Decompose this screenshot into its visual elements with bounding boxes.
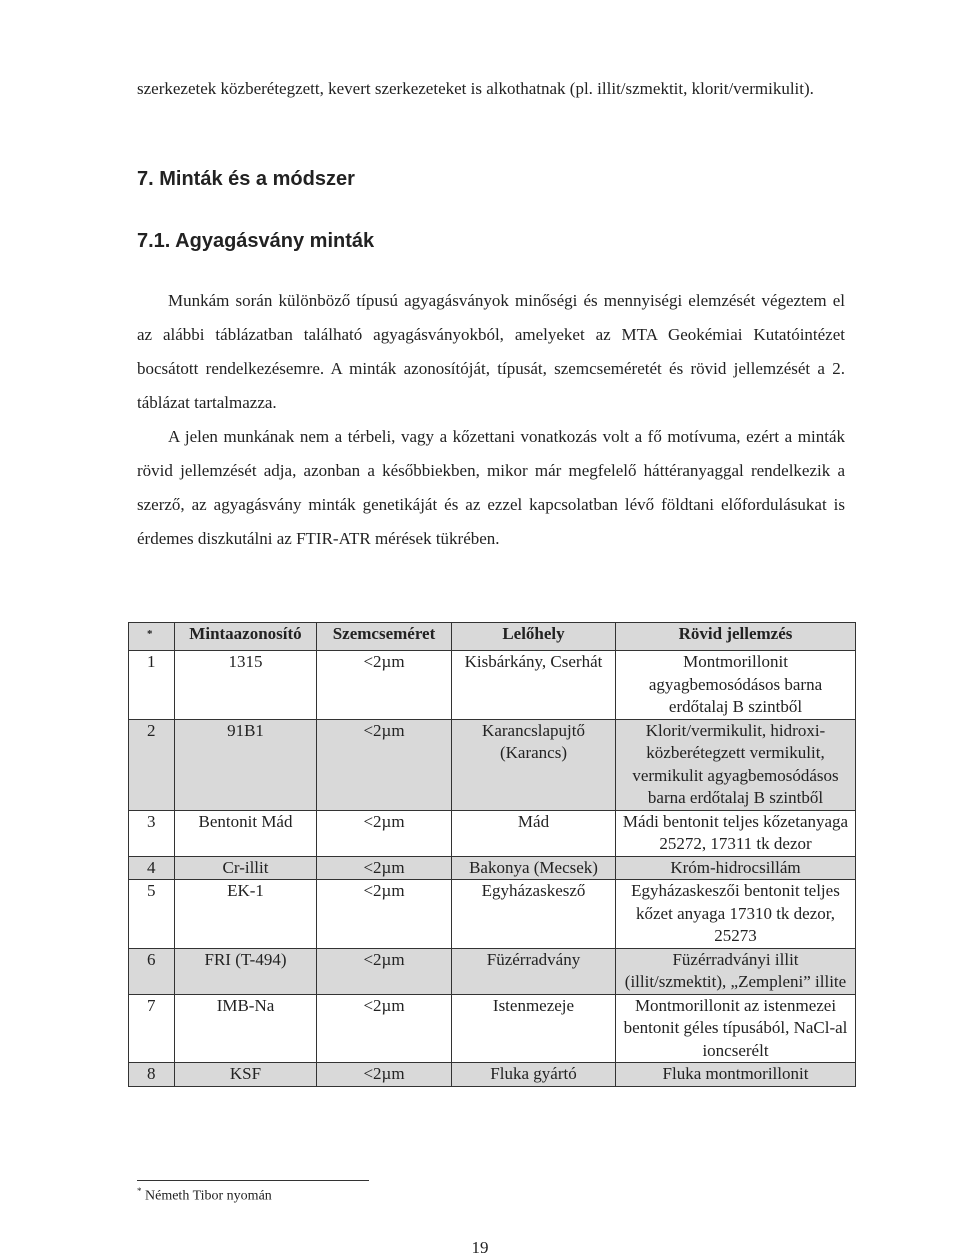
sample-id: IMB-Na <box>175 994 317 1063</box>
description: Króm-hidrocsillám <box>616 856 856 880</box>
description: Füzérradványi illit (illit/szmektit), „Zempleni” illite <box>616 948 856 994</box>
grain-size: <2µm <box>317 810 452 856</box>
footnote-mark: * <box>137 1186 142 1196</box>
location: Egyházaskesző <box>452 880 616 949</box>
sample-id: KSF <box>175 1063 317 1087</box>
location: Karancslapujtő (Karancs) <box>452 719 616 810</box>
grain-size: <2µm <box>317 948 452 994</box>
description: Mádi bentonit teljes kőzetanyaga 25272, 17311 tk dezor <box>616 810 856 856</box>
footnote-divider <box>137 1180 369 1181</box>
description: Montmorillonit az istenmezei bentonit géles típusából, NaCl-al ioncserélt <box>616 994 856 1063</box>
grain-size: <2µm <box>317 651 452 720</box>
table-row <box>129 651 856 720</box>
table-row <box>129 948 856 994</box>
location: Kisbárkány, Cserhát <box>452 651 616 720</box>
grain-size: <2µm <box>317 1063 452 1087</box>
page-number: 19 <box>471 1238 489 1257</box>
table-row <box>129 1063 856 1087</box>
sample-id: Bentonit Mád <box>175 810 317 856</box>
footnote <box>137 1186 272 1205</box>
location: Fluka gyártó <box>452 1063 616 1087</box>
paragraph-samples: Munkám során különböző típusú agyagásványok minőségi és mennyiségi elemzését végeztem el az alábbi táblázatban található agyagásványokból, amelyeket az MTA Geokémiai Kutatóintézet bocsátott rendelkezésemre. A minták azonosítóját, típusát, szemcseméretét és rövid jellemzését a 2. táblázat tartalmazza. <box>137 291 845 412</box>
description: Fluka montmorillonit <box>616 1063 856 1087</box>
grain-size: <2µm <box>317 994 452 1063</box>
header-star: * <box>129 623 175 651</box>
row-number: 4 <box>129 856 175 880</box>
row-number: 2 <box>129 719 175 810</box>
table-row <box>129 810 856 856</box>
location: Bakonya (Mecsek) <box>452 856 616 880</box>
table-row <box>129 994 856 1063</box>
sample-id: Cr-illit <box>175 856 317 880</box>
header-description: Rövid jellemzés <box>616 623 856 651</box>
sample-id: 1315 <box>175 651 317 720</box>
paragraph-context: A jelen munkának nem a térbeli, vagy a kőzettani vonatkozás volt a fő motívuma, ezért a minták rövid jellemzését adja, azonban a későbbiekben, mikor már megfelelő háttéranyaggal rendelkezik a szerző, az agyagásvány minták genetikáját és az ezzel kapcsolatban lévő földtani előfordulásukat is érdemes diszkutálni az FTIR-ATR mérések tükrében. <box>137 427 845 548</box>
samples-table <box>128 622 856 1087</box>
grain-size: <2µm <box>317 880 452 949</box>
row-number: 3 <box>129 810 175 856</box>
row-number: 1 <box>129 651 175 720</box>
sample-id: EK-1 <box>175 880 317 949</box>
section-heading: 7. Minták és a módszer <box>137 168 355 190</box>
intro-paragraph: szerkezetek közberétegzett, kevert szerkezeteket is alkothatnak (pl. illit/szmektit, klorit/vermikulit). <box>137 79 814 98</box>
location: Füzérradvány <box>452 948 616 994</box>
grain-size: <2µm <box>317 719 452 810</box>
subsection-heading: 7.1. Agyagásvány minták <box>137 230 375 252</box>
description: Montmorillonit agyagbemosódásos barna erdőtalaj B szintből <box>616 651 856 720</box>
header-grain-size: Szemcseméret <box>317 623 452 651</box>
row-number: 8 <box>129 1063 175 1087</box>
sample-id: 91B1 <box>175 719 317 810</box>
footnote-text: Németh Tibor nyomán <box>145 1188 272 1204</box>
row-number: 6 <box>129 948 175 994</box>
row-number: 7 <box>129 994 175 1063</box>
sample-id: FRI (T-494) <box>175 948 317 994</box>
table-header-row <box>129 623 856 651</box>
table-row <box>129 719 856 810</box>
header-sample-id: Mintaazonosító <box>175 623 317 651</box>
location: Istenmezeje <box>452 994 616 1063</box>
table-row <box>129 880 856 949</box>
description: Egyházaskeszői bentonit teljes kőzet anyaga 17310 tk dezor, 25273 <box>616 880 856 949</box>
header-location: Lelőhely <box>452 623 616 651</box>
table-row <box>129 856 856 880</box>
location: Mád <box>452 810 616 856</box>
row-number: 5 <box>129 880 175 949</box>
description: Klorit/vermikulit, hidroxi-közberétegzett vermikulit, vermikulit agyagbemosódásos barna erdőtalaj B szintből <box>616 719 856 810</box>
grain-size: <2µm <box>317 856 452 880</box>
